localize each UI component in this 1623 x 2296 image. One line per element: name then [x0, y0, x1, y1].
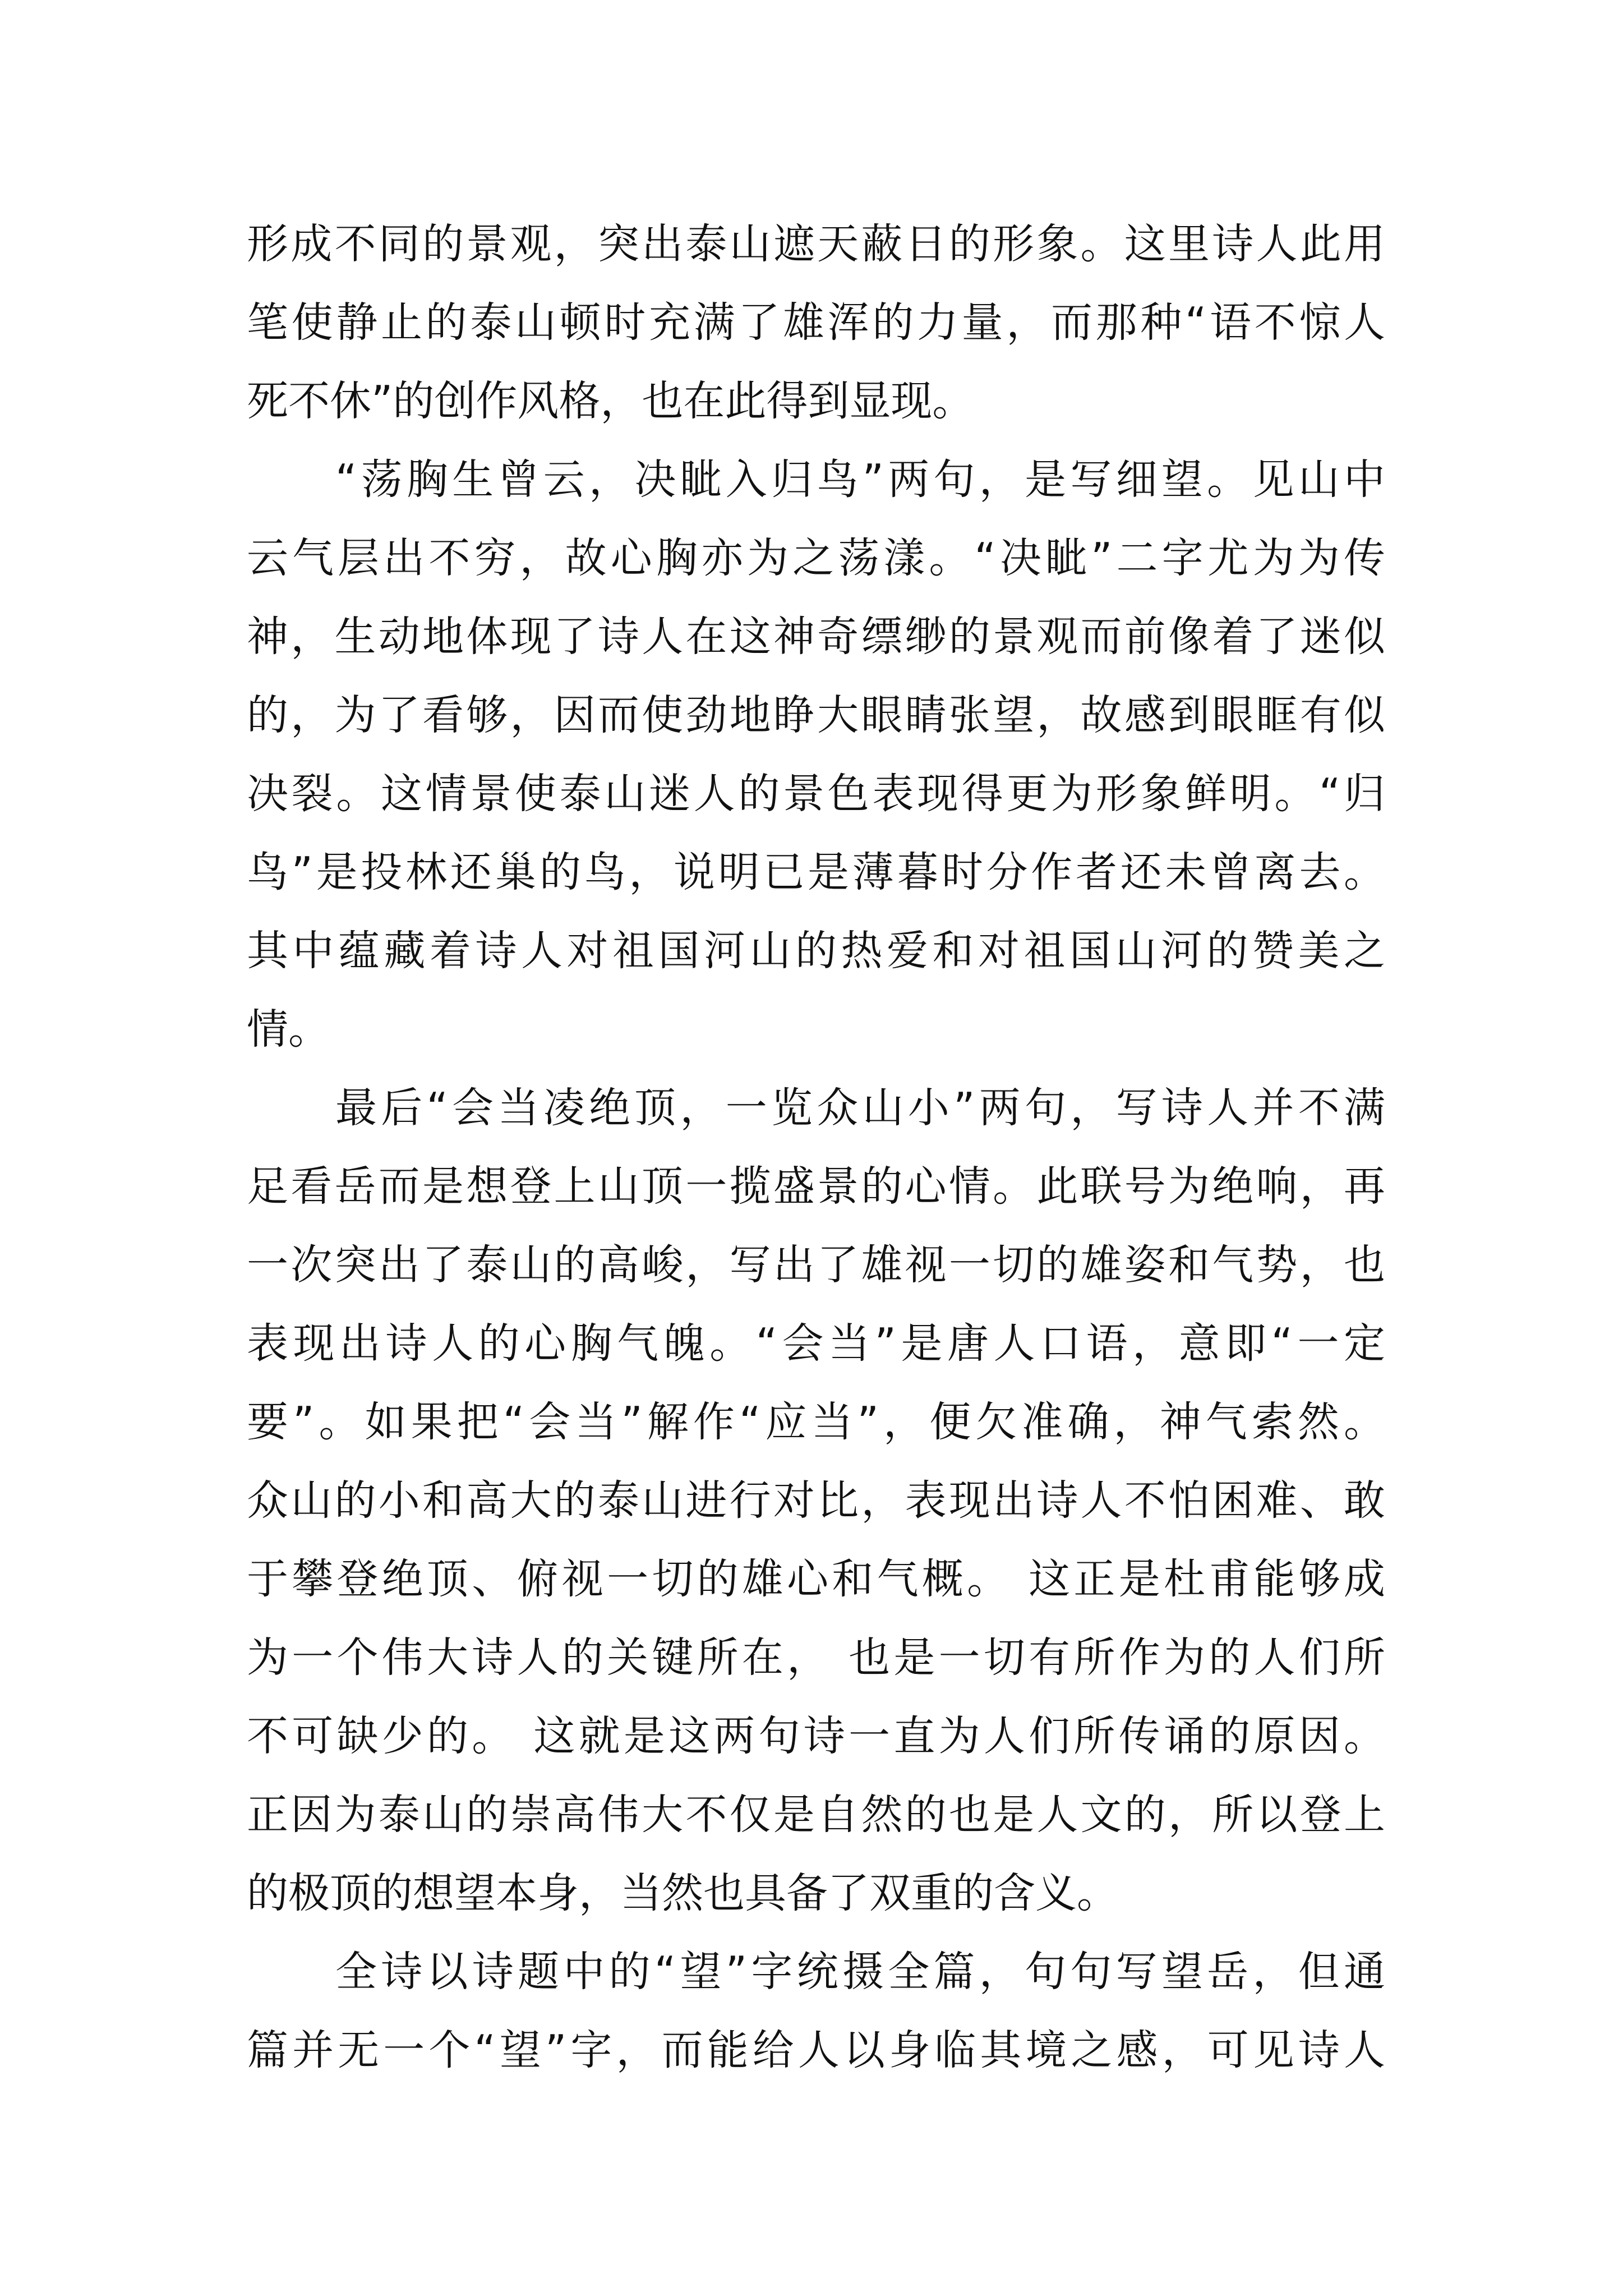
text-line: 形成不同的景观，突出泰山遮天蔽日的形象。这里诗人此用: [247, 220, 1385, 268]
text-line: 死不休”的创作风格，也在此得到显现。: [247, 377, 974, 425]
text-line: 一次突出了泰山的高峻，写出了雄视一切的雄姿和气势，也: [247, 1241, 1385, 1289]
text-line: 其中蕴藏着诗人对祖国河山的热爱和对祖国山河的赞美之: [247, 927, 1385, 975]
text-line: 的极顶的想望本身，当然也具备了双重的含义。: [247, 1869, 1118, 1917]
text-line: 神，生动地体现了诗人在这神奇缥缈的景观而前像着了迷似: [247, 613, 1385, 661]
text-line: 的，为了看够，因而使劲地睁大眼睛张望，故感到眼眶有似: [247, 691, 1385, 739]
text-line: 正因为泰山的崇高伟大不仅是自然的也是人文的，所以登上: [247, 1791, 1385, 1839]
text-line: 云气层出不穷，故心胸亦为之荡漾。“决眦”二字尤为为传: [247, 534, 1385, 582]
text-line: 于攀登绝顶、俯视一切的雄心和气概。 这正是杜甫能够成: [247, 1555, 1385, 1603]
text-line: 鸟”是投林还巢的鸟，说明已是薄暮时分作者还未曾离去。: [247, 848, 1385, 896]
paragraph-first-line: 全诗以诗题中的“望”字统摄全篇，句句写望岳，但通: [335, 1948, 1385, 1996]
text-line: 不可缺少的。 这就是这两句诗一直为人们所传诵的原因。: [247, 1712, 1385, 1760]
text-line: 足看岳而是想登上山顶一揽盛景的心情。此联号为绝响，再: [247, 1162, 1385, 1211]
text-line: 为一个伟大诗人的关键所在， 也是一切有所作为的人们所: [247, 1634, 1385, 1682]
paragraph-first-line: “荡胸生曾云，决眦入归鸟”两句，是写细望。见山中: [335, 455, 1385, 504]
text-line: 情。: [247, 1005, 330, 1053]
paragraph-first-line: 最后“会当凌绝顶，一览众山小”两句，写诗人并不满: [335, 1084, 1385, 1132]
text-line: 表现出诗人的心胸气魄。“会当”是唐人口语，意即“一定: [247, 1319, 1385, 1368]
text-line: 要”。如果把“会当”解作“应当”，便欠准确，神气索然。: [247, 1398, 1385, 1446]
text-line: 众山的小和高大的泰山进行对比，表现出诗人不怕困难、敢: [247, 1476, 1385, 1525]
text-line: 篇并无一个“望”字，而能给人以身临其境之感，可见诗人: [247, 2026, 1385, 2074]
text-line: 决裂。这情景使泰山迷人的景色表现得更为形象鲜明。“归: [247, 770, 1385, 818]
text-line: 笔使静止的泰山顿时充满了雄浑的力量，而那种“语不惊人: [247, 298, 1385, 347]
